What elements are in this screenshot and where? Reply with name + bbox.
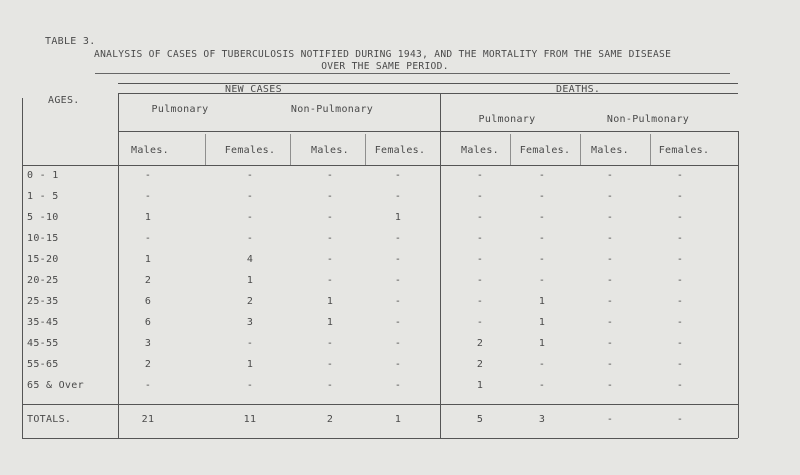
table-cell: - [246,212,254,223]
header-new-cases: NEW CASES [225,84,282,95]
header-ages: AGES. [48,95,80,106]
table-cell: - [394,275,402,286]
header-males: Males. [461,145,499,156]
table-cell: - [606,380,614,391]
table-cell: 4 [246,254,254,265]
table-cell: - [326,380,334,391]
age-label: 65 & Over [27,380,84,391]
table-cell: - [144,170,152,181]
totals-label: TOTALS. [27,414,72,425]
totals-cell: - [676,414,684,425]
table-cell: - [676,233,684,244]
table-cell: - [676,275,684,286]
age-label: 55-65 [27,359,59,370]
age-label: 45-55 [27,338,59,349]
age-label: 35-45 [27,317,59,328]
table-cell: - [394,191,402,202]
table-cell: - [606,338,614,349]
table-title: ANALYSIS OF CASES OF TUBERCULOSIS NOTIFIED DURING 1943, AND THE MORTALITY FROM THE SAME DISEASE [94,49,672,60]
table-cell: - [538,212,546,223]
table-cell: 3 [246,317,254,328]
table-cell: - [676,359,684,370]
header-females: Females. [224,145,276,156]
table-cell: 3 [144,338,152,349]
table-cell: 1 [538,296,546,307]
table-cell: - [606,317,614,328]
header-males: Males. [131,145,169,156]
table-cell: - [538,275,546,286]
age-label: 10-15 [27,233,59,244]
table-cell: - [606,275,614,286]
table-cell: - [326,275,334,286]
table-cell: - [676,338,684,349]
table-cell: 1 [394,212,402,223]
table-cell: - [394,254,402,265]
table-cell: - [326,212,334,223]
age-label: 20-25 [27,275,59,286]
totals-cell: 3 [538,414,546,425]
table-cell: - [606,254,614,265]
table-cell: - [246,338,254,349]
table-cell: - [676,380,684,391]
table-cell: - [676,170,684,181]
table-cell: - [394,233,402,244]
header-new-pulmonary: Pulmonary [151,104,209,115]
table-cell: - [326,191,334,202]
table-cell: - [144,191,152,202]
table-cell: - [326,170,334,181]
table-cell: 2 [476,338,484,349]
table-cell: - [246,233,254,244]
table-cell: - [476,170,484,181]
table-cell: - [394,317,402,328]
table-cell: - [538,170,546,181]
table-cell: - [394,338,402,349]
table-cell: 1 [538,317,546,328]
table-cell: - [476,212,484,223]
table-cell: - [676,254,684,265]
table-cell: 1 [144,212,152,223]
table-cell: 1 [538,338,546,349]
table-cell: 2 [476,359,484,370]
table-cell: 2 [246,296,254,307]
header-males: Males. [591,145,629,156]
table-cell: 1 [246,359,254,370]
table-cell: 1 [246,275,254,286]
header-deaths: DEATHS. [556,84,601,95]
table-cell: - [676,212,684,223]
totals-cell: 1 [394,414,402,425]
age-label: 15-20 [27,254,59,265]
table-cell: 1 [326,296,334,307]
table-cell: - [326,233,334,244]
table-cell: - [144,380,152,391]
table-cell: - [246,170,254,181]
table-cell: - [538,380,546,391]
totals-cell: - [606,414,614,425]
table-cell: - [326,338,334,349]
table-cell: - [676,296,684,307]
table-cell: - [394,359,402,370]
age-label: 0 - 1 [27,170,59,181]
table-cell: - [476,317,484,328]
age-label: 25-35 [27,296,59,307]
table-cell: - [144,233,152,244]
table-cell: - [326,254,334,265]
table-cell: - [606,359,614,370]
header-new-non-pulmonary: Non-Pulmonary [290,104,374,115]
table-cell: 2 [144,275,152,286]
table-cell: - [606,296,614,307]
age-label: 5 -10 [27,212,59,223]
table-cell: - [394,296,402,307]
table-cell: - [538,254,546,265]
header-females: Females. [374,145,426,156]
table-cell: 1 [326,317,334,328]
totals-cell: 21 [141,414,155,425]
table-cell: - [538,191,546,202]
table-cell: 1 [144,254,152,265]
title-underline [95,73,730,74]
header-deaths-pulmonary: Pulmonary [478,114,536,125]
table-cell: - [476,254,484,265]
totals-cell: 11 [243,414,257,425]
table-label: TABLE 3. [45,36,96,47]
table-cell: - [606,191,614,202]
totals-cell: 5 [476,414,484,425]
age-label: 1 - 5 [27,191,59,202]
table-cell: - [394,380,402,391]
table-cell: - [538,359,546,370]
table-cell: - [246,380,254,391]
header-females: Females. [519,145,571,156]
header-deaths-non-pulmonary: Non-Pulmonary [606,114,690,125]
header-males: Males. [311,145,349,156]
table-cell: 1 [476,380,484,391]
table-cell: - [538,233,546,244]
table-subtitle: OVER THE SAME PERIOD. [321,61,449,72]
table-cell: - [676,317,684,328]
table-cell: - [476,296,484,307]
table-cell: - [476,191,484,202]
table-cell: - [246,191,254,202]
table-cell: 6 [144,317,152,328]
table-cell: - [476,233,484,244]
table-cell: 6 [144,296,152,307]
table-cell: - [606,212,614,223]
header-females: Females. [658,145,710,156]
table-cell: - [394,170,402,181]
table-cell: - [476,275,484,286]
table-cell: - [676,191,684,202]
table-cell: 2 [144,359,152,370]
totals-cell: 2 [326,414,334,425]
table-cell: - [606,233,614,244]
table-cell: - [326,359,334,370]
table-cell: - [606,170,614,181]
